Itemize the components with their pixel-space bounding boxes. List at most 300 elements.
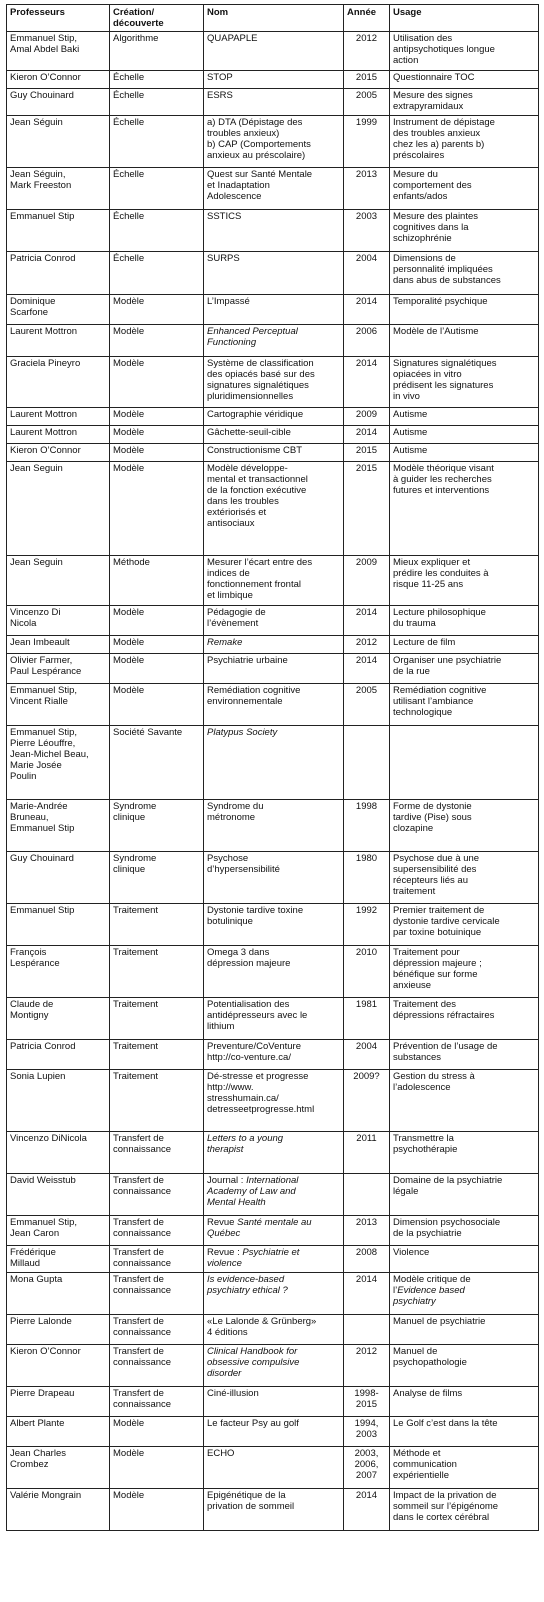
cell-line: Dimension psychosociale [393, 1216, 501, 1228]
table-row [7, 70, 539, 88]
cell-text: fonctionnement frontal [207, 578, 302, 590]
cell-professeurs [7, 356, 110, 407]
cell-line: Albert Plante [10, 1417, 65, 1429]
cell-line: Échelle [113, 71, 145, 83]
cell-creation [110, 683, 204, 725]
cell-line [207, 496, 340, 507]
table-row [7, 1131, 539, 1173]
table-row [7, 945, 539, 997]
table-row [7, 209, 539, 251]
cell-nom [204, 1131, 344, 1173]
cell-line: Guy Chouinard [10, 89, 74, 101]
cell-line [207, 1327, 340, 1338]
cell-professeurs [7, 683, 110, 725]
cell-line: Traitement [113, 946, 159, 958]
cell-creation [110, 1488, 204, 1530]
cell-text: detresseetprogresse.html [207, 1104, 315, 1116]
cell-usage [390, 605, 539, 635]
cell-usage [390, 1215, 539, 1245]
cell-line [207, 853, 340, 864]
cell-annee [344, 1344, 390, 1386]
cell-text: SSTICS [207, 210, 242, 222]
cell-text: Dystonie tardive toxine [207, 904, 304, 916]
cell-usage [390, 115, 539, 167]
cell-line [207, 33, 340, 44]
cell-nom [204, 851, 344, 903]
italic-text: violence [207, 1257, 242, 1269]
cell-line [207, 1388, 340, 1399]
cell-line: Modèle [113, 426, 145, 438]
cell-line: 1998- [354, 1387, 379, 1399]
cell-line [207, 337, 340, 348]
cell-professeurs [7, 725, 110, 799]
cell-annee [344, 167, 390, 209]
cell-line: personnalité impliquées [393, 263, 493, 275]
cell-nom [204, 1386, 344, 1416]
cell-line: Transfert de [113, 1315, 164, 1327]
cell-text: Remédiation cognitive [207, 684, 301, 696]
cell-creation [110, 1314, 204, 1344]
cell-usage [390, 251, 539, 294]
cell-line: Traitement pour [393, 946, 460, 958]
cell-nom [204, 1245, 344, 1272]
cell-line: schizophrénie [393, 232, 452, 244]
cell-line: connaissance [113, 1357, 172, 1369]
cell-line: Pierre Drapeau [10, 1387, 75, 1399]
cell-line: traitement [393, 886, 436, 898]
cell-text: Quest sur Santé Mentale [207, 168, 313, 180]
cell-creation [110, 425, 204, 443]
cell-line: opiacées in vitro [393, 368, 462, 380]
cell-creation [110, 324, 204, 356]
cell-line [207, 864, 340, 875]
cell-line: expérientielle [393, 1470, 449, 1482]
cell-text: lithium [207, 1020, 235, 1032]
cell-text: «Le Lalonde & Grünberg» [207, 1315, 317, 1327]
cell-line [207, 139, 340, 150]
cell-line: psychopathologie [393, 1357, 467, 1369]
cell-line: Manuel de [393, 1345, 438, 1357]
cell-line [207, 391, 340, 402]
cell-professeurs [7, 635, 110, 653]
table-row [7, 443, 539, 461]
table-row [7, 1173, 539, 1215]
cell-annee [344, 407, 390, 425]
cell-line: Mesure des signes [393, 89, 473, 101]
cell-line: Organiser une psychiatrie [393, 654, 502, 666]
cell-line: 2012 [355, 1345, 378, 1357]
cell-annee [344, 1314, 390, 1344]
cell-annee [344, 555, 390, 605]
cell-nom [204, 555, 344, 605]
cell-nom [204, 653, 344, 683]
cell-nom [204, 461, 344, 555]
cell-line [207, 445, 340, 456]
cell-line: Emmanuel Stip [10, 904, 75, 916]
cell-line: Olivier Farmer, [10, 654, 73, 666]
cell-text: Pédagogie de [207, 606, 266, 618]
cell-text: Système de classification [207, 357, 314, 369]
cell-creation [110, 997, 204, 1039]
cell-text: indices de [207, 567, 250, 579]
cell-usage [390, 799, 539, 851]
cell-line: Méthode et [393, 1447, 441, 1459]
cell-text: Le facteur Psy au golf [207, 1417, 299, 1429]
cell-line: Sonia Lupien [10, 1070, 66, 1082]
cell-line [207, 326, 340, 337]
cell-line [207, 1346, 340, 1357]
cell-line [207, 812, 340, 823]
table-row [7, 1069, 539, 1131]
cell-line [207, 369, 340, 380]
table-row [7, 88, 539, 115]
cell-line: 2009? [353, 1070, 380, 1082]
cell-line: connaissance [113, 1227, 172, 1239]
cell-professeurs [7, 425, 110, 443]
cell-line: 2014 [355, 295, 378, 307]
cell-text: l’évènement [207, 617, 259, 629]
cell-creation [110, 635, 204, 653]
cell-line [207, 916, 340, 927]
cell-usage [390, 32, 539, 70]
cell-line [207, 801, 340, 812]
cell-line: extrapyramidaux [393, 100, 464, 112]
cell-line: connaissance [113, 1143, 172, 1155]
cell-line: Autisme [393, 444, 428, 456]
cell-line: Domaine de la psychiatrie [393, 1174, 503, 1186]
cell-line: 2014 [355, 606, 378, 618]
cell-line: Modèle [113, 606, 145, 618]
table-row [7, 725, 539, 799]
cell-line: 2006, [354, 1459, 379, 1471]
cell-line: Jean Séguin [10, 116, 63, 128]
cell-professeurs [7, 209, 110, 251]
cell-line: communication [393, 1459, 457, 1471]
cell-usage [390, 1314, 539, 1344]
cell-line [393, 1274, 535, 1285]
cell-line: 2006 [355, 325, 378, 337]
cell-professeurs [7, 32, 110, 70]
cell-line: 2004 [355, 1040, 378, 1052]
cell-line: Bruneau, [10, 811, 49, 823]
italic-text: Platypus Society [207, 726, 278, 738]
table-body [7, 32, 539, 1531]
cell-line: 2015 [355, 1399, 378, 1411]
cell-annee [344, 635, 390, 653]
cell-usage [390, 945, 539, 997]
cell-line [207, 485, 340, 496]
cell-line [207, 1316, 340, 1327]
cell-line: de la rue [393, 665, 430, 677]
cell-usage [390, 356, 539, 407]
cell-line: Kieron O’Connor [10, 444, 81, 456]
cell-text: et Inadaptation [207, 179, 270, 191]
header-nom: Nom [204, 5, 344, 32]
table-row [7, 1039, 539, 1069]
header-row [7, 5, 539, 32]
cell-professeurs [7, 1446, 110, 1488]
table-row [7, 407, 539, 425]
cell-line: connaissance [113, 1257, 172, 1269]
cell-line: Vincenzo DiNicola [10, 1132, 87, 1144]
header-creation-line: découverte [113, 18, 164, 30]
cell-line: prédisent les signatures [393, 379, 494, 391]
table-row [7, 167, 539, 209]
cell-line: dans abus de substances [393, 274, 501, 286]
cell-line: 2004 [355, 252, 378, 264]
cell-line: connaissance [113, 1285, 172, 1297]
cell-text: 4 éditions [207, 1327, 248, 1339]
cell-text: privation de sommeil [207, 1501, 295, 1513]
cell-line [393, 1285, 535, 1296]
cell-creation [110, 88, 204, 115]
cell-line: Modèle [113, 408, 145, 420]
cell-line: Modèle de l’Autisme [393, 325, 479, 337]
cell-creation [110, 653, 204, 683]
table-row [7, 605, 539, 635]
cell-nom [204, 1314, 344, 1344]
cell-line: Manuel de psychiatrie [393, 1315, 486, 1327]
cell-text: http://co-venture.ca/ [207, 1051, 291, 1063]
cell-line: Psychose due à une [393, 852, 480, 864]
cell-line [207, 958, 340, 969]
cell-line [207, 1133, 340, 1144]
table-row [7, 555, 539, 605]
cell-line: Mark Freeston [10, 179, 72, 191]
italic-text: International [246, 1174, 299, 1186]
cell-professeurs [7, 1245, 110, 1272]
cell-usage [390, 1131, 539, 1173]
cell-text: QUAPAPLE [207, 33, 258, 45]
cell-professeurs [7, 461, 110, 555]
cell-line: Prévention de l’usage de [393, 1040, 498, 1052]
cell-line [207, 128, 340, 139]
cell-line: sommeil sur l’épigénome [393, 1501, 499, 1513]
cell-line: Modèle [113, 444, 145, 456]
cell-professeurs [7, 407, 110, 425]
cell-line: Transfert de [113, 1246, 164, 1258]
cell-annee [344, 294, 390, 324]
cell-creation [110, 1131, 204, 1173]
cell-text: antidépresseurs avec le [207, 1009, 308, 1021]
cell-line: connaissance [113, 1399, 172, 1411]
cell-line [207, 1217, 340, 1228]
cell-text: de la fonction exécutive [207, 484, 307, 496]
cell-line: utilisant l’ambiance [393, 695, 474, 707]
cell-line [207, 905, 340, 916]
cell-line [207, 1418, 340, 1429]
cell-creation [110, 725, 204, 799]
cell-creation [110, 605, 204, 635]
cell-line: Le Golf c’est dans la tête [393, 1417, 498, 1429]
cell-line: technologique [393, 706, 453, 718]
cell-line [207, 557, 340, 568]
cell-usage [390, 167, 539, 209]
cell-nom [204, 70, 344, 88]
cell-text: extériorisés et [207, 507, 267, 519]
cell-line [207, 253, 340, 264]
cell-line: 2003 [355, 210, 378, 222]
cell-text: des opiacés basé sur des [207, 368, 315, 380]
cell-line: Poulin [10, 771, 37, 783]
cell-annee [344, 683, 390, 725]
cell-creation [110, 209, 204, 251]
cell-professeurs [7, 1215, 110, 1245]
cell-annee [344, 799, 390, 851]
cell-line: connaissance [113, 1327, 172, 1339]
cell-line: antipsychotiques longue [393, 44, 495, 56]
cell-line: Emmanuel Stip [10, 822, 75, 834]
cell-line [207, 296, 340, 307]
cell-usage [390, 1344, 539, 1386]
cell-usage [390, 294, 539, 324]
cell-text: Ciné-illusion [207, 1387, 259, 1399]
cell-annee [344, 605, 390, 635]
cell-professeurs [7, 1039, 110, 1069]
cell-line: Jean-Michel Beau, [10, 748, 89, 760]
cell-line [207, 169, 340, 180]
cell-creation [110, 443, 204, 461]
table-row [7, 1446, 539, 1488]
cell-line: Patricia Conrod [10, 1040, 76, 1052]
header-professeurs: Professeurs [7, 5, 110, 32]
cell-line [207, 191, 340, 202]
cell-line: clinique [113, 811, 146, 823]
cell-line [207, 409, 340, 420]
cell-line: 2013 [355, 168, 378, 180]
cell-line: par toxine botuinique [393, 926, 482, 938]
cell-text: antisociaux [207, 518, 255, 530]
cell-line: Pierre Lalonde [10, 1315, 72, 1327]
cell-text: STOP [207, 71, 233, 83]
cell-line [207, 1501, 340, 1512]
cell-annee [344, 356, 390, 407]
table-row [7, 1272, 539, 1314]
cell-annee [344, 88, 390, 115]
cell-line: Méthode [113, 556, 150, 568]
italic-text: obsessive compulsive [207, 1357, 300, 1369]
cell-line: Transfert de [113, 1345, 164, 1357]
cell-text: troubles anxieux) [207, 127, 280, 139]
italic-text: Is evidence-based [207, 1273, 285, 1285]
cell-line: Traitement [113, 1070, 159, 1082]
cell-line [207, 1197, 340, 1208]
cell-line: connaissance [113, 1185, 172, 1197]
cell-text: mental et transactionnel [207, 473, 308, 485]
cell-line [207, 1490, 340, 1501]
cell-line: bénéfique sur forme [393, 968, 478, 980]
cell-line: Amal Abdel Baki [10, 44, 80, 56]
cell-nom [204, 605, 344, 635]
cell-text: Journal : [207, 1174, 247, 1186]
cell-line: Marie Josée [10, 760, 62, 772]
cell-line: 2007 [355, 1470, 378, 1482]
table-row [7, 461, 539, 555]
cell-professeurs [7, 70, 110, 88]
cell-line: 2015 [355, 462, 378, 474]
cell-annee [344, 32, 390, 70]
cell-line: Mona Gupta [10, 1273, 63, 1285]
table-row [7, 251, 539, 294]
cell-annee [344, 725, 390, 799]
cell-creation [110, 115, 204, 167]
cell-line: Analyse de films [393, 1387, 463, 1399]
cell-creation [110, 555, 204, 605]
cell-professeurs [7, 997, 110, 1039]
cell-line: 1994, [354, 1417, 379, 1429]
cell-usage [390, 70, 539, 88]
cell-usage [390, 1416, 539, 1446]
cell-annee [344, 1272, 390, 1314]
cell-line: Traitement [113, 998, 159, 1010]
cell-usage [390, 653, 539, 683]
cell-line: Laurent Mottron [10, 408, 78, 420]
cell-line: psychothérapie [393, 1143, 458, 1155]
cell-line [207, 380, 340, 391]
header-creation [110, 5, 204, 32]
cell-professeurs [7, 1386, 110, 1416]
cell-line: Impact de la privation de [393, 1489, 497, 1501]
cell-line: substances [393, 1051, 442, 1063]
cell-line: Emmanuel Stip [10, 210, 75, 222]
italic-text: Québec [207, 1227, 241, 1239]
cell-professeurs [7, 294, 110, 324]
cell-line [207, 590, 340, 601]
cell-line: Jean Caron [10, 1227, 60, 1239]
cell-line: David Weisstub [10, 1174, 76, 1186]
cell-annee [344, 1069, 390, 1131]
cell-professeurs [7, 1314, 110, 1344]
cell-line: Société Savante [113, 726, 183, 738]
cell-line: Gestion du stress à [393, 1070, 475, 1082]
cell-line: in vivo [393, 391, 420, 403]
cell-line: Premier traitement de [393, 904, 485, 916]
cell-line [207, 1274, 340, 1285]
cell-line: Paul Lespérance [10, 665, 82, 677]
cell-professeurs [7, 1344, 110, 1386]
cell-usage [390, 635, 539, 653]
cell-line: 2009 [355, 408, 378, 420]
cell-text: Constructionisme CBT [207, 444, 303, 456]
italic-text: Letters to a young [207, 1132, 284, 1144]
cell-line: Échelle [113, 210, 145, 222]
cell-line: Kieron O’Connor [10, 71, 81, 83]
cell-line [207, 180, 340, 191]
cell-text: Potentialisation des [207, 998, 290, 1010]
cell-professeurs [7, 115, 110, 167]
cell-line: Jean Seguin [10, 462, 63, 474]
table-row [7, 653, 539, 683]
cell-annee [344, 1215, 390, 1245]
italic-text: Psychiatrie et [242, 1246, 300, 1258]
cell-line: Autisme [393, 408, 428, 420]
cell-line: Lespérance [10, 957, 60, 969]
cell-text: métronome [207, 811, 256, 823]
cell-line: dépressions réfractaires [393, 1009, 495, 1021]
cell-professeurs [7, 851, 110, 903]
cell-professeurs [7, 1173, 110, 1215]
cell-creation [110, 851, 204, 903]
cell-nom [204, 32, 344, 70]
cell-annee [344, 1488, 390, 1530]
cell-text: botulinique [207, 915, 253, 927]
cell-line: enfants/ados [393, 190, 448, 202]
cell-line: Modèle [113, 1489, 145, 1501]
cell-line: Forme de dystonie [393, 800, 472, 812]
cell-line: 1981 [355, 998, 378, 1010]
cell-annee [344, 851, 390, 903]
cell-professeurs [7, 443, 110, 461]
